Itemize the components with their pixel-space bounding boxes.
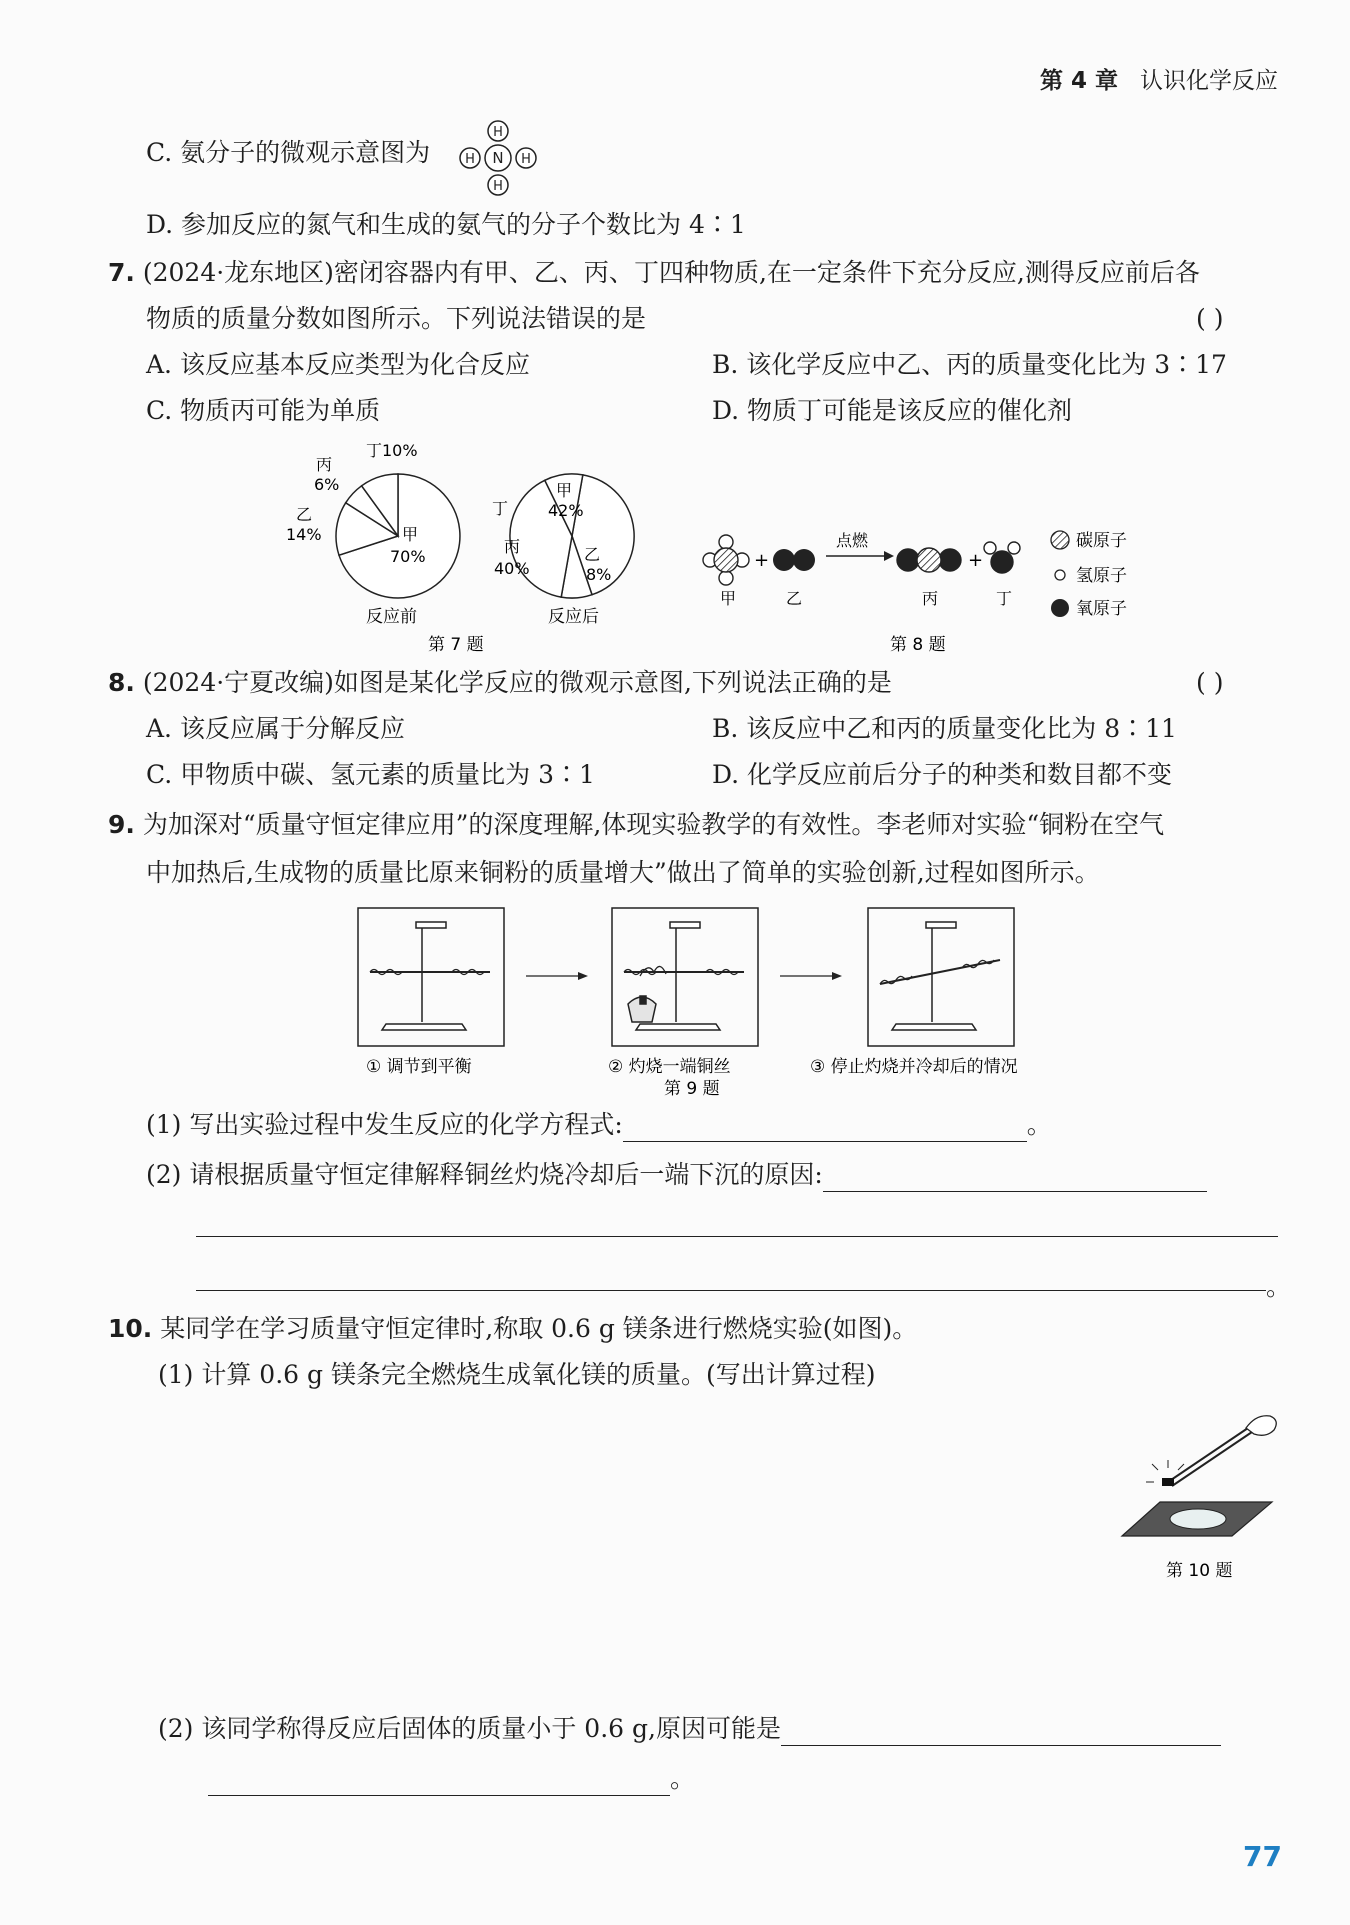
figure-8-caption: 第 8 题 [890,635,946,655]
q10-stem-text: 某同学在学习质量守恒定律时,称取 0.6 g 镁条进行燃烧实验(如图)。 [160,1314,918,1343]
arrow-2-head [832,972,842,980]
pie-value-yi-after: 8% [586,565,612,584]
q9-sub2-period: 。 [1266,1272,1292,1301]
plus-sign: + [968,550,984,571]
step-1-label: ① 调节到平衡 [366,1057,472,1077]
q8-option-a: A. 该反应属于分解反应 [146,714,405,743]
q8-option-d: D. 化学反应前后分子的种类和数目都不变 [712,760,1173,789]
reaction-condition: 点燃 [836,531,869,550]
q6-option-d: D. 参加反应的氮气和生成的氨气的分子个数比为 4∶1 [146,210,746,239]
chapter-number: 第 4 章 [1039,68,1118,94]
q10-sub2-answer-blank-1[interactable] [781,1719,1221,1746]
q9-sub2-answer-blank-3[interactable] [196,1290,1266,1291]
figure-7-pie-charts [270,440,650,665]
q9-sub2-answer-blank-1[interactable] [823,1165,1207,1192]
q9-sub2-text: (2) 请根据质量守恒定律解释铜丝灼烧冷却后一端下沉的原因: [146,1160,823,1189]
legend-carbon: 碳原子 [1076,531,1127,551]
legend-oxygen-swatch [1051,599,1069,617]
pie-value-yi-before: 14% [286,525,322,544]
q10-sub2-answer-blank-2[interactable] [208,1769,670,1796]
q9-stem-line1 [108,808,1164,842]
figure-8-reaction-diagram [700,520,1170,670]
species-label-ding: 丁 [996,589,1013,608]
molecule-yi-oxygen [773,549,815,571]
pie-label-jia-before: 甲 [402,525,419,544]
q6-option-c-text: C. 氨分子的微观示意图为 [146,138,431,167]
q9-sub1-answer-blank[interactable] [623,1115,1027,1142]
legend [1051,531,1127,619]
legend-hydrogen: 氢原子 [1076,566,1127,586]
q9-stem-line2: 中加热后,生成物的质量比原来铜粉的质量增大”做出了简单的实验创新,过程如图所示。 [146,858,1100,887]
q10-sub2-period: 。 [670,1764,696,1793]
pie-chart-before [336,474,460,598]
hydrogen-symbol: H [521,152,531,167]
page-header [1040,62,1278,95]
q10-sub1: (1) 计算 0.6 g 镁条完全燃烧生成氧化镁的质量。(写出计算过程) [158,1360,876,1389]
pie-label-yi-after: 乙 [584,545,601,564]
species-label-yi: 乙 [786,589,803,608]
step-2-label: ② 灼烧一端铜丝 [608,1057,731,1077]
nitrogen-symbol: N [492,149,504,167]
pie-label-yi-before: 乙 [296,505,313,524]
q9-sub1-period: 。 [1026,1110,1052,1139]
crucible-tongs [1168,1428,1248,1482]
q6-option-c [146,136,430,170]
legend-carbon-swatch [1051,531,1069,549]
arrow-head [884,551,894,561]
pie-label-ding-before: 丁10% [366,441,418,460]
plus-sign: + [754,550,770,571]
q8-option-c: C. 甲物质中碳、氢元素的质量比为 3∶1 [146,760,595,789]
q10-sub2-text: (2) 该同学称得反应后固体的质量小于 0.6 g,原因可能是 [158,1714,781,1743]
arrow-1-head [578,972,588,980]
q10-sub2 [158,1712,1221,1746]
q7-stem-line1 [108,256,1200,290]
pie-label-jia-after: 甲 [556,481,573,500]
q7-stem-line2: 物质的质量分数如图所示。下列说法错误的是 [146,304,647,333]
q9-sub2 [146,1158,1207,1192]
q8-answer-paren: ( ) [1196,668,1224,697]
molecule-ding-water [984,542,1020,573]
figure-9-experiment [356,900,1056,1100]
molecule-jia-methane [703,535,749,585]
molecule-bing-carbon-dioxide [897,548,961,572]
panel-2-heating [612,908,758,1046]
panel-3-after-cooling [868,908,1014,1046]
figure-9-caption: 第 9 题 [664,1079,720,1099]
pie-value-jia-before: 70% [390,547,426,566]
legend-oxygen: 氧原子 [1076,599,1127,619]
q7-option-c: C. 物质丙可能为单质 [146,396,381,425]
hydrogen-symbol: H [465,152,475,167]
q10-stem [108,1312,917,1346]
q10-sub2-line2 [208,1762,695,1796]
q8-stem-text: (2024·宁夏改编)如图是某化学反应的微观示意图,下列说法正确的是 [142,668,892,697]
pie-value-bing-before: 6% [314,475,340,494]
pie-label-bing-after: 丙 [504,537,521,556]
step-3-label: ③ 停止灼烧并冷却后的情况 [810,1057,1018,1077]
pie-label-ding-after: 丁 [492,499,509,518]
pie-value-jia-after: 42% [548,501,584,520]
hydrogen-symbol: H [493,179,503,194]
q9-number: 9. [108,810,135,839]
pie-title-before: 反应前 [366,607,417,627]
q8-option-b: B. 该反应中乙和丙的质量变化比为 8∶11 [712,714,1177,743]
figure-10-magnesium-burning [1112,1406,1292,1586]
panel-1-balanced [358,908,504,1046]
pie-label-bing-before: 丙 [316,455,333,474]
magnesium-ribbon [1162,1478,1174,1486]
q7-option-d: D. 物质丁可能是该反应的催化剂 [712,396,1073,425]
q9-sub2-answer-blank-2[interactable] [196,1236,1278,1237]
figure-7-caption: 第 7 题 [428,635,484,655]
q8-stem [108,666,892,700]
pie-title-after: 反应后 [548,607,599,627]
pie-chart-after [510,474,634,598]
q7-option-a: A. 该反应基本反应类型为化合反应 [146,350,530,379]
ammonia-molecule-diagram [452,118,544,198]
ash-plate [1170,1509,1226,1529]
q8-number: 8. [108,668,135,697]
legend-hydrogen-swatch [1055,570,1065,580]
q7-answer-paren: ( ) [1196,304,1224,333]
species-label-bing: 丙 [922,589,939,608]
q9-stem-text: 为加深对“质量守恒定律应用”的深度理解,体现实验教学的有效性。李老师对实验“铜粉在空气 [142,810,1165,839]
q7-stem-text: (2024·龙东地区)密闭容器内有甲、乙、丙、丁四种物质,在一定条件下充分反应,测得反应前后各 [142,258,1200,287]
q7-option-b: B. 该化学反应中乙、丙的质量变化比为 3∶17 [712,350,1227,379]
q9-sub1-text: (1) 写出实验过程中发生反应的化学方程式: [146,1110,623,1139]
q7-number: 7. [108,258,135,287]
pie-value-bing-after: 40% [494,559,530,578]
species-label-jia: 甲 [720,589,737,608]
q9-sub1 [146,1108,1052,1142]
chapter-title: 认识化学反应 [1140,68,1278,94]
q10-number: 10. [108,1314,153,1343]
hydrogen-symbol: H [493,125,503,140]
figure-10-caption: 第 10 题 [1166,1561,1233,1581]
page-number: 77 [1243,1840,1282,1873]
